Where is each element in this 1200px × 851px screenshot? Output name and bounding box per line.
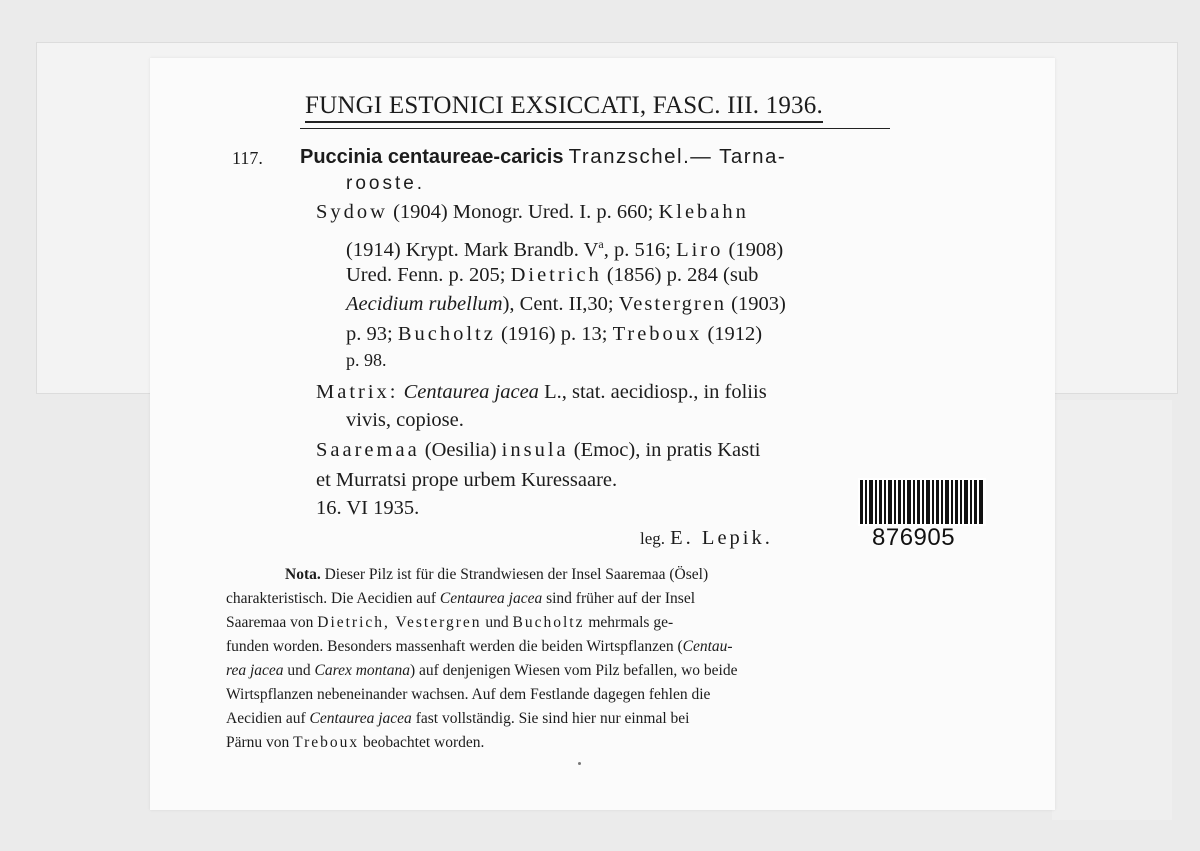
nota-text: sind früher auf der Insel [546, 590, 696, 607]
barcode-bars [858, 478, 986, 526]
ref-text: (1904) Monogr. Ured. I. p. 660; [393, 201, 654, 223]
ref-text: (1903) [731, 293, 786, 315]
matrix-line-2: vivis, copiose. [346, 409, 464, 431]
location-text: insula [501, 439, 569, 461]
ref-author: Klebahn [658, 201, 749, 223]
nota-text: funden worden. Besonders massenhaft werden die beiden Wirtspflanzen ( [226, 638, 683, 655]
nota-line-1 [285, 563, 708, 586]
ink-speck [578, 762, 581, 765]
nota-text: fast vollständig. Sie sind hier nur einmal bei [415, 710, 690, 727]
species-name: Puccinia centaureae-caricis [300, 146, 564, 168]
nota-author: Bucholtz [512, 614, 585, 631]
nota-line-3 [226, 611, 673, 634]
barcode-number: 876905 [872, 524, 956, 551]
herbarium-sheet-edge [1052, 400, 1172, 820]
matrix-label: Matrix: [316, 381, 399, 403]
ref-text: (1908) [728, 238, 784, 261]
nota-text: beobachtet worden. [363, 734, 485, 751]
reference-line-6: p. 98. [346, 350, 387, 370]
ref-author: Bucholtz [397, 323, 496, 345]
nota-taxon: Centaurea jacea [439, 590, 543, 607]
nota-text: ) auf denjenigen Wiesen vom Pilz befallen, wo beide [409, 662, 738, 679]
ref-author: Treboux [612, 323, 703, 345]
nota-text: und [485, 614, 509, 631]
label-header: FUNGI ESTONICI EXSICCATI, FASC. III. 1936. [305, 92, 823, 123]
reference-line-5 [346, 322, 762, 346]
nota-text: Aecidien auf [226, 710, 306, 727]
ref-text: ), Cent. II,30; [502, 293, 614, 315]
nota-taxon: Carex montana [314, 662, 410, 679]
host-species: Centaurea jacea [403, 381, 539, 403]
location-line-1 [316, 438, 760, 462]
ref-text: p. 93; [346, 323, 393, 345]
entry-title-line [300, 145, 786, 169]
reference-line-2 [346, 232, 783, 262]
ref-text: , p. 516; [603, 238, 671, 261]
collection-date: 16. VI 1935. [316, 497, 420, 519]
nota-text: Dieser Pilz ist für die Strandwiesen der Insel Saaremaa (Ösel) [324, 566, 709, 583]
collector-name: E. Lepik. [670, 527, 773, 549]
ref-text: (1912) [707, 323, 763, 345]
nota-line-6: Wirtspflanzen nebeneinander wachsen. Auf dem Festlande dagegen fehlen die [226, 686, 711, 703]
nota-text: Pärnu von [226, 734, 290, 751]
nota-text: mehrmals ge- [588, 614, 674, 631]
nota-label: Nota. [285, 566, 321, 583]
reference-line-1 [316, 200, 749, 224]
reference-line-3 [346, 263, 758, 287]
author-locality: Tranzschel.— Tarna- [568, 145, 787, 168]
nota-taxon: Centaurea jacea [309, 710, 412, 727]
collector-prefix: leg. [640, 529, 666, 548]
reference-line-4 [346, 292, 786, 316]
nota-text: charakteristisch. Die Aecidien auf [226, 590, 437, 607]
nota-line-5 [226, 659, 737, 682]
ref-author: Dietrich [510, 264, 602, 286]
location-island: Saaremaa [316, 439, 420, 461]
nota-text: Saaremaa von [226, 614, 314, 631]
ref-author: Sydow [316, 201, 388, 223]
nota-taxon: rea jacea [226, 662, 284, 679]
location-line-2: et Murratsi prope urbem Kuressaare. [316, 469, 618, 491]
ref-text: (1914) Krypt. Mark Brandb. V [346, 238, 599, 261]
matrix-line-1 [316, 380, 767, 404]
ref-taxon: Aecidium rubellum [346, 293, 503, 315]
nota-text: und [287, 662, 311, 679]
ref-superscript: a [598, 237, 604, 251]
ref-author: Vestergren [618, 293, 727, 315]
location-text: (Oesilia) [424, 439, 497, 461]
nota-line-8 [226, 731, 484, 754]
entry-number: 117. [232, 148, 263, 168]
ref-text: (1856) p. 284 (sub [606, 264, 759, 286]
locality-continued: rooste. [346, 173, 426, 194]
header-underline [300, 128, 890, 129]
collector-line [640, 526, 773, 551]
nota-line-2 [226, 587, 695, 610]
nota-taxon: Centau- [682, 638, 733, 655]
nota-author: Treboux [293, 734, 360, 751]
nota-author: Dietrich, Vestergren [317, 614, 482, 631]
matrix-text: L., stat. aecidiosp., in foliis [544, 381, 767, 403]
ref-text: (1916) p. 13; [500, 323, 608, 345]
ref-author: Liro [676, 238, 724, 261]
ref-text: Ured. Fenn. p. 205; [346, 264, 506, 286]
nota-line-7 [226, 707, 689, 730]
nota-line-4 [226, 635, 733, 658]
barcode [858, 478, 986, 526]
location-text: (Emoc), in pratis Kasti [573, 439, 761, 461]
